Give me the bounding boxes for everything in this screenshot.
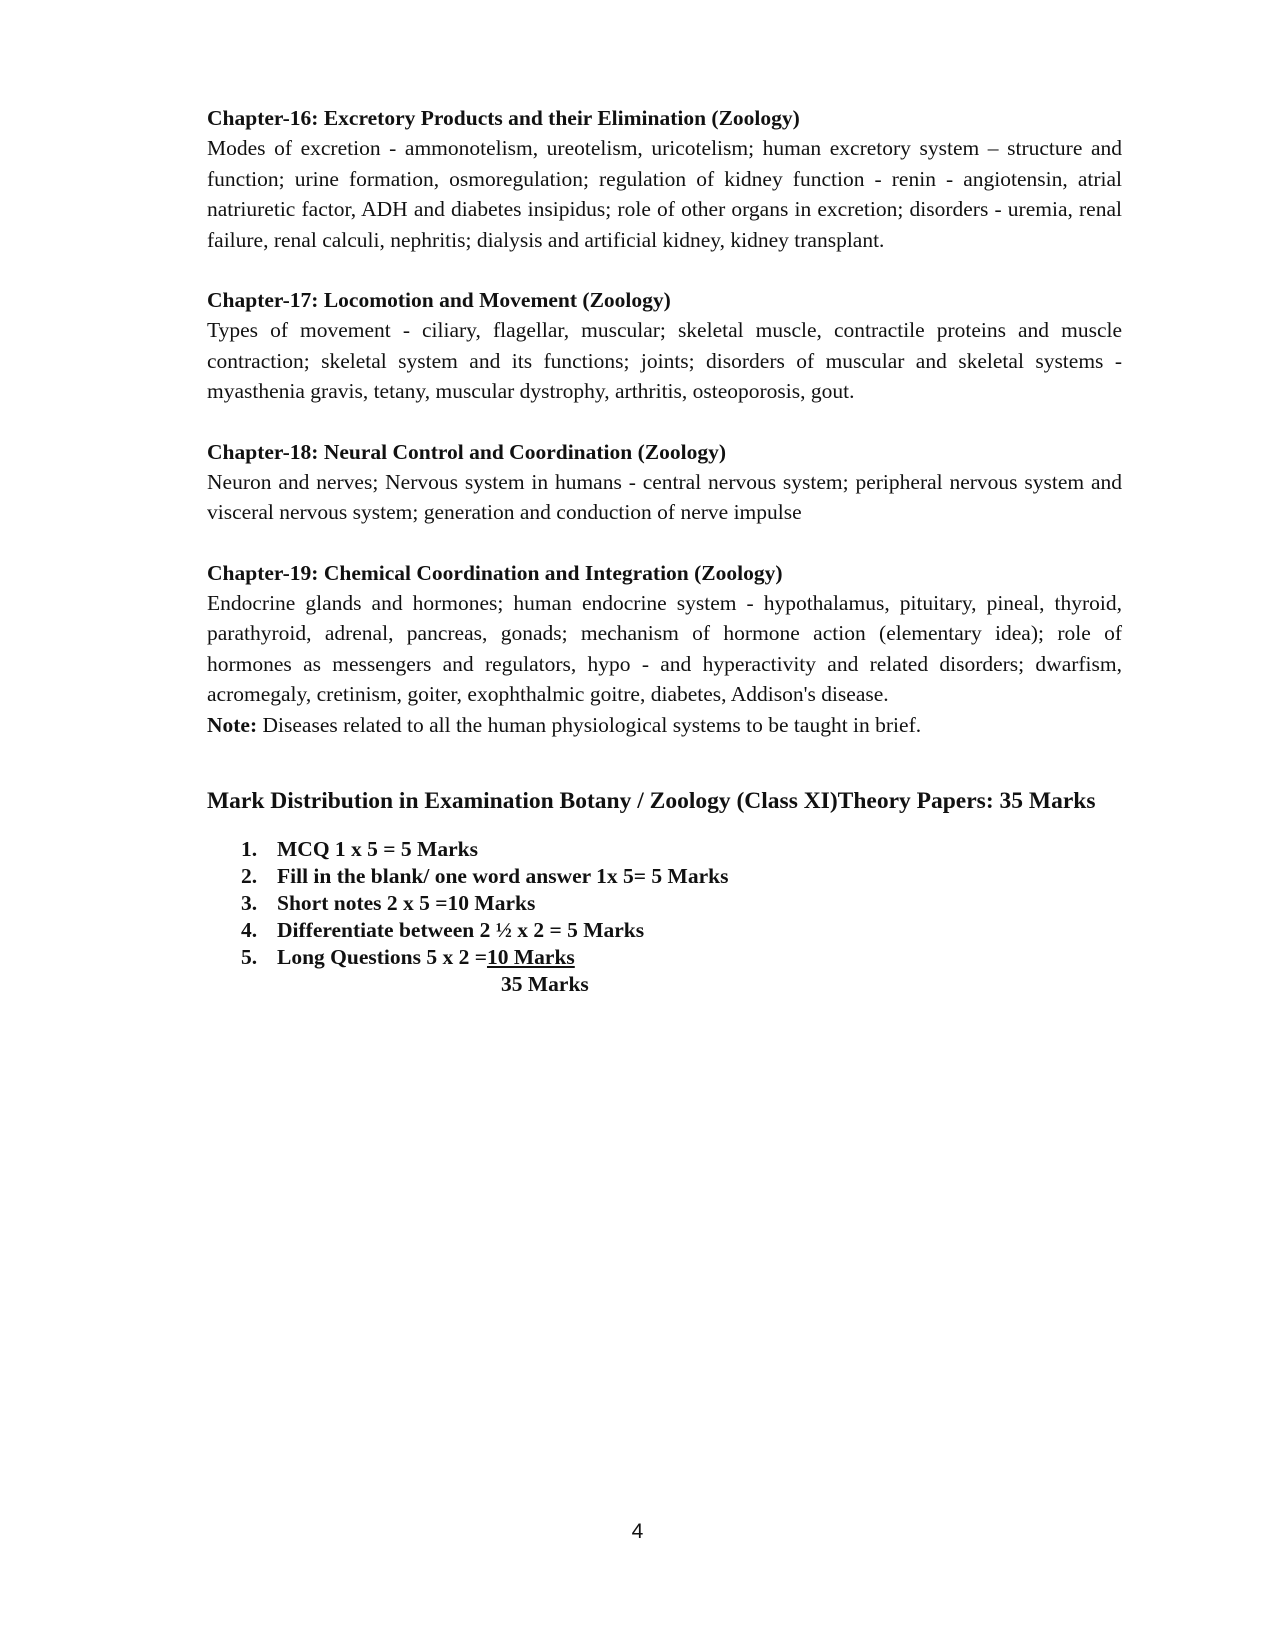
note-line [207,710,1122,741]
note-label: Note: [207,712,258,737]
list-item [207,863,1122,890]
chapter-title: Chapter-17: Locomotion and Movement (Zoology) [207,288,671,312]
chapter-title: Chapter-19: Chemical Coordination and Integration (Zoology) [207,560,783,585]
chapter-description: Neuron and nerves; Nervous system in humans - central nervous system; peripheral nervous system and visceral nervous system; generation and conduction of nerve impulse [207,469,1122,524]
chapter-description: Types of movement - ciliary, flagellar, muscular; skeletal muscle, contractile proteins and muscle contraction; skeletal system and its functions; joints; disorders of muscular and skeletal systems - myasthenia gravis, tetany, muscular dystrophy, arthritis, osteoporosis, gout. [207,318,1122,403]
page-number: 4 [631,1520,644,1543]
chapter-description: Endocrine glands and hormones; human endocrine system - hypothalamus, pituitary, pineal, thyroid, parathyroid, adrenal, pancreas, gonads; mechanism of hormone action (elementary idea); role of hormones as messengers and regulators, hypo - and hyperactivity and related disorders; dwarfism, acromegaly, cretinism, goiter, exophthalmic goitre, diabetes, Addison's disease. [207,590,1122,706]
chapter-title: Chapter-18: Neural Control and Coordination (Zoology) [207,439,726,464]
chapter-description: Modes of excretion - ammonotelism, ureotelism, uricotelism; human excretory system – structure and function; urine formation, osmoregulation; regulation of kidney function - renin - angiotensin, atrial natriuretic factor, ADH and diabetes insipidus; role of other organs in excretion; disorders - uremia, renal failure, renal calculi, nephritis; dialysis and artificial kidney, kidney transplant. [207,136,1122,252]
underlined-marks: 10 Marks [486,945,575,969]
item-number: 1. [241,837,258,861]
list-item [207,890,1122,917]
item-text: MCQ 1 x 5 = 5 Marks [277,837,478,861]
item-number: 5. [241,945,258,969]
item-text: Fill in the blank/ one word answer 1x 5= 5 Marks [277,864,729,888]
chapter-16-section [207,103,1122,255]
list-item [207,836,1122,863]
item-text: Long Questions 5 x 2 = [277,945,487,969]
chapter-18-section [207,437,1122,528]
document-page [207,103,1122,998]
item-number: 3. [241,891,258,915]
note-text: Diseases related to all the human physiological systems to be taught in brief. [257,712,922,737]
total-marks: 35 Marks [501,972,589,996]
mark-distribution-heading: Mark Distribution in Examination Botany / Zoology (Class XI)Theory Papers: 35 Marks [207,788,1096,814]
chapter-17-section [207,285,1122,407]
item-number: 2. [241,864,258,888]
mark-distribution-list [207,836,1122,971]
item-text: Short notes 2 x 5 =10 Marks [277,891,536,915]
item-text: Differentiate between 2 ½ x 2 = 5 Marks [277,918,645,942]
list-item [207,944,1122,971]
chapter-title: Chapter-16: Excretory Products and their Elimination (Zoology) [207,106,800,130]
list-item [207,917,1122,944]
item-number: 4. [241,918,258,942]
chapter-19-section [207,558,1122,741]
